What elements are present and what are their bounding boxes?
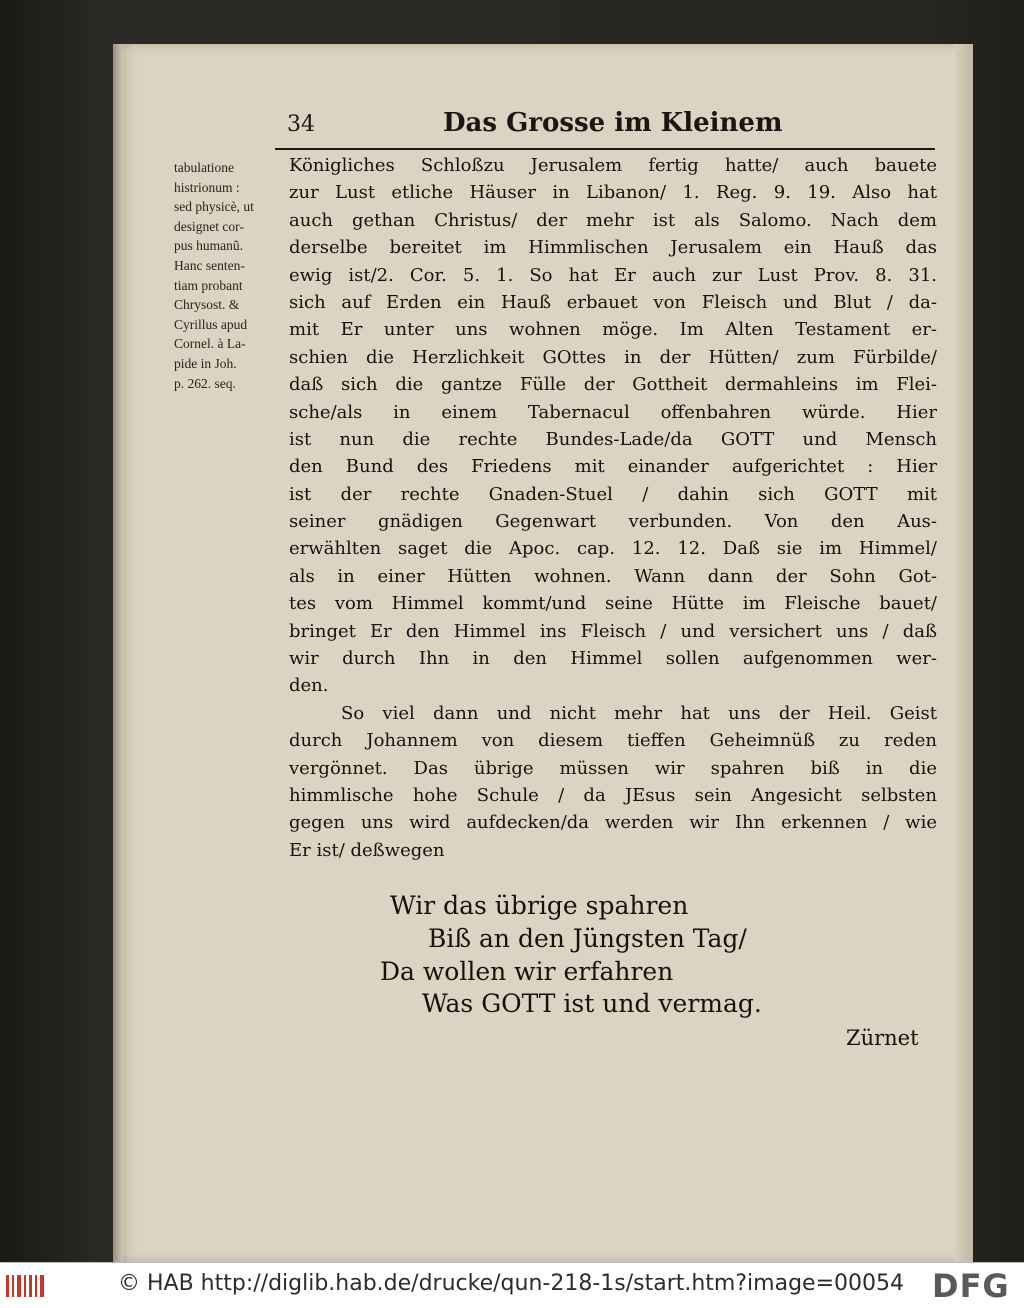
text-line: schien die Herzlichkeit GOttes in der Hütten/ zum Fürbilde/	[289, 346, 937, 368]
catchword: Zürnet	[846, 1026, 919, 1050]
verse-line: Wir das übrige spahren	[390, 891, 689, 920]
text-line: bringet Er den Himmel ins Fleisch / und versichert uns / daß	[289, 620, 937, 642]
margin-note-line: tiam probant	[174, 277, 243, 293]
text-line: wir durch Ihn in den Himmel sollen aufgenommen wer-	[289, 648, 937, 670]
text-line: himmlische hohe Schule / da JEsus sein Angesicht selbsten	[289, 784, 937, 806]
copyright-link[interactable]: © HAB http://diglib.hab.de/drucke/qun-218-1s/start.htm?image=00054	[118, 1271, 904, 1296]
margin-note-line: designet cor-	[174, 218, 244, 234]
margin-note-line: Hanc senten-	[174, 257, 245, 273]
running-title: Das Grosse im Kleinem	[443, 108, 783, 138]
margin-note	[174, 158, 289, 393]
margin-note-line: Chrysost. &	[174, 297, 240, 313]
text-line: tes vom Himmel kommt/und seine Hütte im Fleische bauet/	[289, 593, 937, 615]
text-line: durch Johannem von diesem tieffen Geheimnüß zu reden	[289, 730, 937, 752]
page-gutter-shadow	[113, 44, 123, 1262]
text-line: So viel dann und nicht mehr hat uns der Heil. Geist	[341, 702, 937, 724]
text-line: ist der rechte Gnaden-Stuel / dahin sich GOTT mit	[289, 483, 937, 505]
text-line: Königliches Schloßzu Jerusalem fertig hatte/ auch bauete	[289, 155, 937, 176]
text-line: seiner gnädigen Gegenwart verbunden. Von den Aus-	[289, 511, 937, 533]
verse-line: Was GOTT ist und vermag.	[422, 989, 762, 1019]
dfg-logo: DFG	[932, 1267, 1010, 1305]
text-line: den.	[289, 675, 329, 697]
text-line: zur Lust etliche Häuser in Libanon/ 1. Reg. 9. 19. Also hat	[289, 182, 937, 204]
page-number: 34	[287, 112, 315, 137]
text-line: Er ist/ deßwegen	[289, 839, 445, 861]
text-line: derselbe bereitet im Himmlischen Jerusalem ein Hauß das	[289, 237, 937, 259]
footer-bar	[0, 1262, 1024, 1308]
text-line: auch gethan Christus/ der mehr ist als Salomo. Nach dem	[289, 209, 937, 231]
text-line: vergönnet. Das übrige müssen wir spahren biß in die	[289, 757, 937, 779]
margin-note-line: tabulatione	[174, 160, 234, 175]
text-line: als in einer Hütten wohnen. Wann dann der Sohn Got-	[289, 565, 937, 587]
page-right-edge	[955, 44, 973, 1262]
margin-note-line: pide in Joh.	[174, 355, 237, 371]
text-line: ewig ist/2. Cor. 5. 1. So hat Er auch zur Lust Prov. 8. 31.	[289, 264, 937, 286]
verse-line: Biß an den Jüngsten Tag/	[428, 923, 747, 953]
margin-note-line: sed physicè, ut	[174, 199, 254, 215]
text-line: den Bund des Friedens mit einander aufgerichtet : Hier	[289, 456, 937, 478]
barcode-icon	[6, 1273, 46, 1299]
margin-note-line: Cornel. à La-	[174, 336, 246, 352]
text-line: sich auf Erden ein Hauß erbauet von Fleisch und Blut / da-	[289, 291, 937, 313]
verse-stanza	[380, 890, 840, 1021]
margin-note-line: pus humanũ.	[174, 238, 243, 254]
page-header	[275, 108, 935, 150]
body-text	[289, 152, 937, 864]
verse-line: Da wollen wir erfahren	[380, 956, 674, 986]
text-line: gegen uns wird aufdecken/da werden wir Ihn erkennen / wie	[289, 812, 937, 834]
text-line: erwählten saget die Apoc. cap. 12. 12. Daß sie im Himmel/	[289, 538, 937, 560]
text-line: ist nun die rechte Bundes-Lade/da GOTT und Mensch	[289, 428, 937, 450]
text-line: mit Er unter uns wohnen möge. Im Alten Testament er-	[289, 319, 937, 341]
margin-note-line: p. 262. seq.	[174, 375, 236, 391]
text-line: sche/als in einem Tabernacul offenbahren würde. Hier	[289, 401, 937, 423]
text-line: daß sich die gantze Fülle der Gottheit dermahleins im Flei-	[289, 374, 937, 396]
margin-note-line: Cyrillus apud	[174, 316, 248, 332]
margin-note-line: histrionum :	[174, 179, 240, 195]
